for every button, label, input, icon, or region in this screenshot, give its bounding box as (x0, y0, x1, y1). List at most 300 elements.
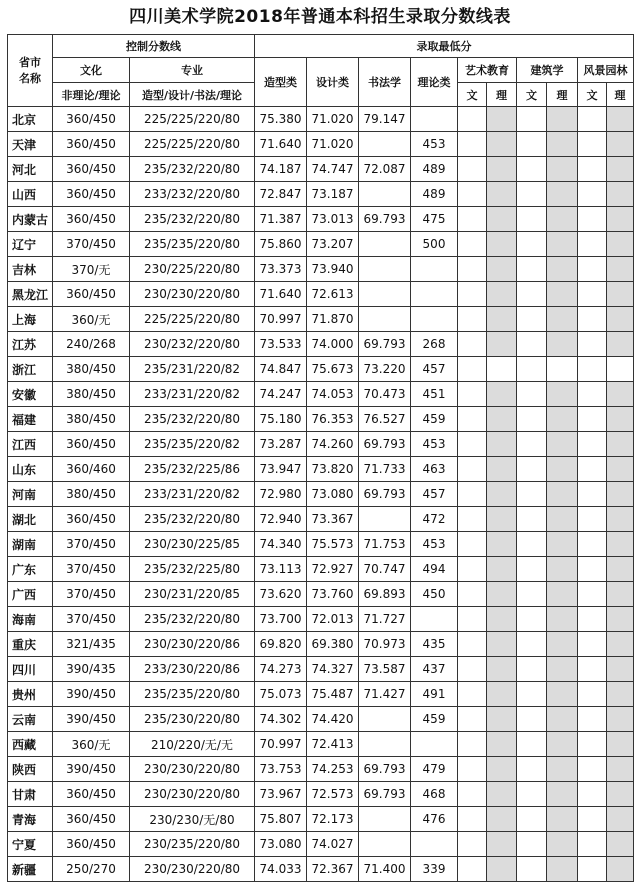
architecture-wen-cell (517, 832, 547, 857)
sheji-score-cell: 74.000 (307, 332, 359, 357)
table-row (8, 357, 634, 382)
shufa-score-cell (359, 707, 411, 732)
landscape-li-cell (607, 507, 634, 532)
major-score-cell: 230/230/无/80 (130, 807, 255, 832)
table-row (8, 207, 634, 232)
lilun-score-cell: 453 (411, 132, 458, 157)
culture-score-cell: 360/450 (53, 207, 130, 232)
architecture-wen-cell (517, 407, 547, 432)
major-score-cell: 230/232/220/80 (130, 332, 255, 357)
province-cell: 宁夏 (8, 832, 53, 857)
shufa-score-cell: 71.727 (359, 607, 411, 632)
table-row (8, 632, 634, 657)
zaoxing-score-cell: 73.113 (255, 557, 307, 582)
lilun-header: 理论类 (411, 58, 458, 107)
landscape-li-cell (607, 182, 634, 207)
architecture-li-cell (547, 482, 578, 507)
sheji-score-cell: 74.027 (307, 832, 359, 857)
shufa-score-cell (359, 732, 411, 757)
major-score-cell: 210/220/无/无 (130, 732, 255, 757)
landscape-li-cell (607, 307, 634, 332)
lilun-score-cell (411, 282, 458, 307)
shufa-score-cell: 71.400 (359, 857, 411, 882)
landscape-wen-cell (578, 232, 607, 257)
shufa-score-cell: 70.747 (359, 557, 411, 582)
landscape-wen-cell (578, 832, 607, 857)
zaoxing-score-cell: 69.820 (255, 632, 307, 657)
art-edu-li-cell (487, 432, 517, 457)
art-edu-wen-cell (458, 557, 487, 582)
architecture-wen-cell (517, 757, 547, 782)
culture-score-cell: 390/450 (53, 757, 130, 782)
culture-score-cell: 370/450 (53, 582, 130, 607)
architecture-wen-cell (517, 732, 547, 757)
major-score-cell: 230/230/220/80 (130, 757, 255, 782)
province-cell: 广东 (8, 557, 53, 582)
sheji-score-cell: 76.353 (307, 407, 359, 432)
architecture-wen-cell (517, 382, 547, 407)
province-cell: 浙江 (8, 357, 53, 382)
shufa-score-cell: 70.973 (359, 632, 411, 657)
province-cell: 山西 (8, 182, 53, 207)
art-edu-wen-cell (458, 332, 487, 357)
art-edu-li-cell (487, 757, 517, 782)
lilun-score-cell (411, 307, 458, 332)
province-cell: 福建 (8, 407, 53, 432)
lilun-score-cell: 472 (411, 507, 458, 532)
table-row (8, 532, 634, 557)
architecture-li-cell (547, 357, 578, 382)
sheji-score-cell: 74.053 (307, 382, 359, 407)
control-score-header: 控制分数线 (53, 35, 255, 58)
major-score-cell: 235/235/220/80 (130, 232, 255, 257)
shufa-score-cell: 71.753 (359, 532, 411, 557)
shufa-score-cell (359, 507, 411, 532)
sheji-score-cell: 74.260 (307, 432, 359, 457)
lilun-score-cell (411, 257, 458, 282)
landscape-wen-cell (578, 157, 607, 182)
zaoxing-score-cell: 75.380 (255, 107, 307, 132)
art-education-header: 艺术教育 (458, 58, 517, 83)
architecture-wen-cell (517, 307, 547, 332)
table-row (8, 482, 634, 507)
landscape-li-cell (607, 157, 634, 182)
landscape-li-cell (607, 532, 634, 557)
major-score-cell: 233/232/220/80 (130, 182, 255, 207)
culture-score-cell: 360/450 (53, 782, 130, 807)
art-edu-li-header: 理 (487, 83, 517, 107)
landscape-li-cell (607, 482, 634, 507)
architecture-li-cell (547, 757, 578, 782)
shufa-score-cell: 76.527 (359, 407, 411, 432)
landscape-wen-cell (578, 682, 607, 707)
landscape-li-cell (607, 782, 634, 807)
landscape-li-cell (607, 132, 634, 157)
art-edu-li-cell (487, 182, 517, 207)
architecture-wen-header: 文 (517, 83, 547, 107)
art-edu-wen-cell (458, 757, 487, 782)
shufa-header: 书法学 (359, 58, 411, 107)
province-cell: 贵州 (8, 682, 53, 707)
sheji-score-cell: 71.020 (307, 132, 359, 157)
architecture-li-cell (547, 557, 578, 582)
culture-score-cell: 390/435 (53, 657, 130, 682)
major-score-cell: 235/231/220/82 (130, 357, 255, 382)
sheji-score-cell: 72.927 (307, 557, 359, 582)
art-edu-li-cell (487, 782, 517, 807)
art-edu-li-cell (487, 407, 517, 432)
landscape-li-cell (607, 282, 634, 307)
lilun-score-cell: 435 (411, 632, 458, 657)
landscape-wen-cell (578, 432, 607, 457)
architecture-li-cell (547, 457, 578, 482)
major-score-cell: 235/232/220/80 (130, 207, 255, 232)
architecture-li-cell (547, 132, 578, 157)
architecture-wen-cell (517, 432, 547, 457)
table-row (8, 757, 634, 782)
shufa-score-cell (359, 132, 411, 157)
page-title: 四川美术学院2018年普通本科招生录取分数线表 (129, 7, 511, 27)
art-edu-li-cell (487, 257, 517, 282)
sheji-header: 设计类 (307, 58, 359, 107)
architecture-li-cell (547, 332, 578, 357)
sheji-score-cell: 71.020 (307, 107, 359, 132)
table-row (8, 682, 634, 707)
art-edu-wen-cell (458, 132, 487, 157)
province-cell: 黑龙江 (8, 282, 53, 307)
major-score-cell: 235/232/220/80 (130, 407, 255, 432)
architecture-wen-cell (517, 457, 547, 482)
art-edu-wen-cell (458, 382, 487, 407)
province-cell: 北京 (8, 107, 53, 132)
architecture-wen-cell (517, 232, 547, 257)
sheji-score-cell: 75.673 (307, 357, 359, 382)
landscape-wen-cell (578, 607, 607, 632)
major-score-cell: 235/232/225/80 (130, 557, 255, 582)
landscape-li-cell (607, 582, 634, 607)
art-edu-li-cell (487, 207, 517, 232)
lilun-score-cell: 453 (411, 432, 458, 457)
shufa-score-cell: 70.473 (359, 382, 411, 407)
art-edu-li-cell (487, 832, 517, 857)
lilun-score-cell: 479 (411, 757, 458, 782)
architecture-li-cell (547, 257, 578, 282)
province-cell: 广西 (8, 582, 53, 607)
art-edu-wen-cell (458, 232, 487, 257)
province-cell: 云南 (8, 707, 53, 732)
art-edu-wen-cell (458, 632, 487, 657)
landscape-li-cell (607, 832, 634, 857)
sheji-score-cell: 73.820 (307, 457, 359, 482)
major-score-cell: 235/232/225/86 (130, 457, 255, 482)
sheji-score-cell: 74.327 (307, 657, 359, 682)
table-row (8, 332, 634, 357)
lilun-score-cell: 339 (411, 857, 458, 882)
major-score-cell: 230/230/220/80 (130, 857, 255, 882)
major-score-cell: 225/225/220/80 (130, 107, 255, 132)
shufa-score-cell: 79.147 (359, 107, 411, 132)
zaoxing-score-cell: 71.640 (255, 282, 307, 307)
shufa-score-cell: 69.793 (359, 757, 411, 782)
landscape-li-cell (607, 357, 634, 382)
architecture-wen-cell (517, 157, 547, 182)
landscape-li-cell (607, 257, 634, 282)
architecture-header: 建筑学 (517, 58, 578, 83)
major-score-cell: 235/235/220/82 (130, 432, 255, 457)
shufa-score-cell (359, 307, 411, 332)
lilun-score-cell: 489 (411, 182, 458, 207)
culture-score-cell: 370/450 (53, 232, 130, 257)
landscape-wen-cell (578, 657, 607, 682)
culture-score-cell: 370/450 (53, 532, 130, 557)
lilun-score-cell: 468 (411, 782, 458, 807)
art-edu-wen-cell (458, 407, 487, 432)
culture-score-cell: 370/450 (53, 607, 130, 632)
province-cell: 安徽 (8, 382, 53, 407)
culture-score-cell: 390/450 (53, 707, 130, 732)
lilun-score-cell: 463 (411, 457, 458, 482)
culture-score-cell: 360/450 (53, 107, 130, 132)
landscape-wen-cell (578, 382, 607, 407)
sheji-score-cell: 72.573 (307, 782, 359, 807)
landscape-wen-cell (578, 182, 607, 207)
architecture-wen-cell (517, 857, 547, 882)
art-edu-li-cell (487, 582, 517, 607)
lilun-score-cell: 437 (411, 657, 458, 682)
lilun-score-cell (411, 107, 458, 132)
landscape-wen-cell (578, 307, 607, 332)
architecture-wen-cell (517, 707, 547, 732)
landscape-wen-cell (578, 582, 607, 607)
art-edu-wen-cell (458, 207, 487, 232)
landscape-wen-cell (578, 732, 607, 757)
zaoxing-score-cell: 74.302 (255, 707, 307, 732)
shufa-score-cell: 72.087 (359, 157, 411, 182)
table-row (8, 382, 634, 407)
sheji-score-cell: 72.013 (307, 607, 359, 632)
sheji-score-cell: 75.487 (307, 682, 359, 707)
architecture-wen-cell (517, 107, 547, 132)
culture-score-cell: 360/无 (53, 307, 130, 332)
shufa-score-cell: 69.793 (359, 782, 411, 807)
table-row (8, 732, 634, 757)
art-edu-li-cell (487, 457, 517, 482)
culture-score-cell: 360/450 (53, 157, 130, 182)
zaoxing-score-cell: 73.287 (255, 432, 307, 457)
lilun-score-cell: 457 (411, 482, 458, 507)
landscape-li-cell (607, 632, 634, 657)
zaoxing-score-cell: 73.373 (255, 257, 307, 282)
architecture-li-cell (547, 507, 578, 532)
major-score-cell: 230/235/220/80 (130, 832, 255, 857)
sheji-score-cell: 73.940 (307, 257, 359, 282)
art-edu-li-cell (487, 107, 517, 132)
lilun-score-cell: 268 (411, 332, 458, 357)
zaoxing-score-cell: 75.073 (255, 682, 307, 707)
table-row (8, 432, 634, 457)
admission-min-header: 录取最低分 (255, 35, 634, 58)
architecture-wen-cell (517, 582, 547, 607)
table-row (8, 457, 634, 482)
table-row (8, 582, 634, 607)
sheji-score-cell: 72.413 (307, 732, 359, 757)
landscape-li-header: 理 (607, 83, 634, 107)
art-edu-li-cell (487, 157, 517, 182)
architecture-li-cell (547, 407, 578, 432)
landscape-wen-cell (578, 807, 607, 832)
zaoxing-score-cell: 73.947 (255, 457, 307, 482)
shufa-score-cell (359, 182, 411, 207)
art-edu-li-cell (487, 607, 517, 632)
culture-score-cell: 360/450 (53, 832, 130, 857)
art-edu-li-cell (487, 482, 517, 507)
culture-score-cell: 380/450 (53, 482, 130, 507)
province-cell: 河南 (8, 482, 53, 507)
sheji-score-cell: 75.573 (307, 532, 359, 557)
art-edu-wen-cell (458, 582, 487, 607)
lilun-score-cell: 489 (411, 157, 458, 182)
art-edu-li-cell (487, 357, 517, 382)
landscape-wen-cell (578, 632, 607, 657)
table-row (8, 557, 634, 582)
art-edu-wen-cell (458, 532, 487, 557)
sheji-score-cell: 74.747 (307, 157, 359, 182)
province-cell: 内蒙古 (8, 207, 53, 232)
major-score-cell: 235/232/220/80 (130, 157, 255, 182)
province-cell: 江西 (8, 432, 53, 457)
lilun-score-cell (411, 832, 458, 857)
shufa-score-cell (359, 232, 411, 257)
sheji-score-cell: 73.187 (307, 182, 359, 207)
zaoxing-score-cell: 73.620 (255, 582, 307, 607)
table-row (8, 657, 634, 682)
table-row (8, 182, 634, 207)
art-edu-wen-cell (458, 357, 487, 382)
major-score-cell: 230/231/220/85 (130, 582, 255, 607)
zaoxing-score-cell: 73.753 (255, 757, 307, 782)
lilun-score-cell: 475 (411, 207, 458, 232)
shufa-score-cell: 69.793 (359, 207, 411, 232)
province-cell: 甘肃 (8, 782, 53, 807)
lilun-score-cell: 453 (411, 532, 458, 557)
art-edu-li-cell (487, 382, 517, 407)
architecture-li-cell (547, 832, 578, 857)
major-score-cell: 225/225/220/80 (130, 307, 255, 332)
table-row (8, 132, 634, 157)
zaoxing-score-cell: 74.247 (255, 382, 307, 407)
table-row (8, 707, 634, 732)
landscape-header: 风景园林 (578, 58, 634, 83)
shufa-score-cell (359, 807, 411, 832)
art-edu-li-cell (487, 857, 517, 882)
architecture-wen-cell (517, 782, 547, 807)
art-edu-wen-cell (458, 307, 487, 332)
zaoxing-score-cell: 74.033 (255, 857, 307, 882)
art-edu-wen-cell (458, 482, 487, 507)
landscape-li-cell (607, 607, 634, 632)
architecture-li-cell (547, 632, 578, 657)
architecture-li-cell (547, 857, 578, 882)
lilun-score-cell: 491 (411, 682, 458, 707)
art-edu-li-cell (487, 232, 517, 257)
art-edu-wen-cell (458, 782, 487, 807)
architecture-wen-cell (517, 357, 547, 382)
landscape-wen-cell (578, 707, 607, 732)
province-cell: 上海 (8, 307, 53, 332)
shufa-score-cell (359, 257, 411, 282)
major-score-cell: 230/230/220/80 (130, 282, 255, 307)
major-score-cell: 230/230/220/86 (130, 632, 255, 657)
province-cell: 山东 (8, 457, 53, 482)
culture-score-cell: 321/435 (53, 632, 130, 657)
architecture-li-cell (547, 607, 578, 632)
landscape-li-cell (607, 732, 634, 757)
architecture-wen-cell (517, 207, 547, 232)
zaoxing-score-cell: 72.847 (255, 182, 307, 207)
sheji-score-cell: 71.870 (307, 307, 359, 332)
major-score-cell: 233/231/220/82 (130, 382, 255, 407)
major-score-cell: 225/225/220/80 (130, 132, 255, 157)
architecture-wen-cell (517, 257, 547, 282)
table-row (8, 257, 634, 282)
zaoxing-score-cell: 74.187 (255, 157, 307, 182)
architecture-li-cell (547, 682, 578, 707)
landscape-wen-cell (578, 257, 607, 282)
landscape-li-cell (607, 232, 634, 257)
sheji-score-cell: 73.207 (307, 232, 359, 257)
art-edu-wen-cell (458, 457, 487, 482)
province-header (8, 35, 53, 107)
architecture-wen-cell (517, 532, 547, 557)
architecture-wen-cell (517, 332, 547, 357)
art-edu-li-cell (487, 532, 517, 557)
art-edu-wen-cell (458, 857, 487, 882)
culture-score-cell: 240/268 (53, 332, 130, 357)
architecture-li-cell (547, 282, 578, 307)
art-edu-wen-header: 文 (458, 83, 487, 107)
culture-score-cell: 360/450 (53, 807, 130, 832)
province-cell: 天津 (8, 132, 53, 157)
landscape-wen-cell (578, 457, 607, 482)
culture-sub-header: 非理论/理论 (53, 83, 130, 107)
sheji-score-cell: 73.367 (307, 507, 359, 532)
shufa-score-cell: 69.793 (359, 332, 411, 357)
table-row (8, 607, 634, 632)
landscape-li-cell (607, 682, 634, 707)
sheji-score-cell: 73.760 (307, 582, 359, 607)
sheji-score-cell: 73.013 (307, 207, 359, 232)
landscape-wen-cell (578, 557, 607, 582)
shufa-score-cell: 73.220 (359, 357, 411, 382)
culture-score-cell: 380/450 (53, 407, 130, 432)
zaoxing-score-cell: 73.533 (255, 332, 307, 357)
shufa-score-cell: 69.893 (359, 582, 411, 607)
table-row (8, 307, 634, 332)
score-table (7, 34, 634, 882)
culture-header: 文化 (53, 58, 130, 83)
table-row (8, 782, 634, 807)
architecture-li-cell (547, 182, 578, 207)
landscape-wen-cell (578, 207, 607, 232)
table-row (8, 832, 634, 857)
zaoxing-score-cell: 73.967 (255, 782, 307, 807)
province-cell: 新疆 (8, 857, 53, 882)
art-edu-wen-cell (458, 807, 487, 832)
architecture-wen-cell (517, 657, 547, 682)
table-row (8, 857, 634, 882)
table-body (8, 107, 634, 882)
architecture-li-cell (547, 807, 578, 832)
